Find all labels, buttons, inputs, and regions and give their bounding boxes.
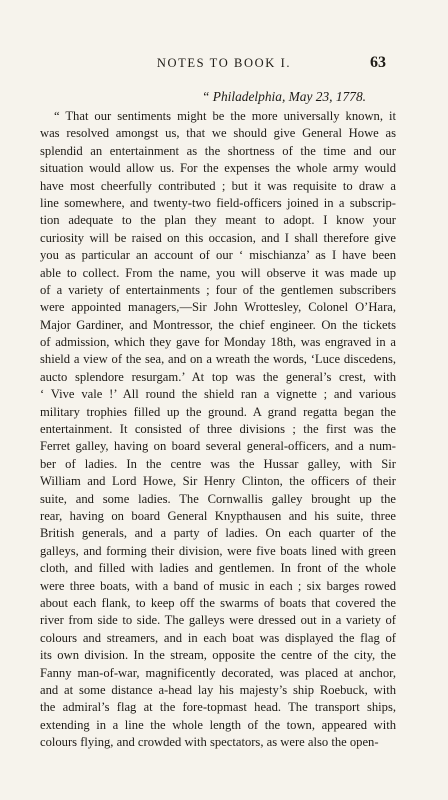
text-line: colours flying, and crowded with spectators, as were also the open- xyxy=(40,735,379,750)
text-line: able to collect. From the name, you will observe it was made up xyxy=(40,265,396,280)
text-line: line somewhere, and twenty-two field-officers joined in a subscrip- xyxy=(40,195,396,210)
text-line: William and Lord Howe, Sir Henry Clinton, the officers of their xyxy=(40,474,396,489)
running-head xyxy=(0,54,448,74)
text-line: shield a view of the sea, and on a wreath the words, ‘Luce discedens, xyxy=(40,352,396,367)
text-line: were three boats, with a band of music in each ; six barges rowed xyxy=(40,578,396,593)
text-line: and at some distance a-head lay his majesty’s ship Roebuck, with xyxy=(40,682,396,697)
text-line: was resolved amongst us, that we should give General Howe as xyxy=(40,126,396,141)
text-line: colours and streamers, and in each boat was displayed the flag of xyxy=(40,630,396,645)
text-line: splendid an entertainment as the shortness of the time and our xyxy=(40,143,396,158)
text-line: of a variety of entertainments ; four of the gentlemen subscribers xyxy=(40,282,396,297)
text-line: you as particular an account of our ‘ mischianza’ as I have been xyxy=(40,248,396,263)
text-line: ber of ladies. In the centre was the Hussar galley, with Sir xyxy=(40,456,396,471)
text-line: suite, and some ladies. The Cornwallis galley brought up the xyxy=(40,491,396,506)
text-line: Ferret galley, having on board several general-officers, and a num- xyxy=(40,439,396,454)
text-line: “ That our sentiments might be the more universally known, it xyxy=(54,109,396,123)
text-line: the admiral’s flag at the fore-topmast head. The transport ships, xyxy=(40,700,396,715)
letter-dateline: “ Philadelphia, May 23, 1778. xyxy=(201,89,366,104)
text-line: British generals, and a party of ladies. On each quarter of the xyxy=(40,526,396,541)
text-line: river from side to side. The galleys were dressed out in a variety of xyxy=(40,613,396,628)
text-line: were appointed managers,—Sir John Wrottesley, Colonel O’Hara, xyxy=(40,300,396,315)
text-line: its own division. In the stream, opposite the centre of the city, the xyxy=(40,648,396,663)
text-line: ‘ Vive vale !’ All round the shield ran a vignette ; and various xyxy=(40,387,396,402)
text-line: have most cheerfully contributed ; but it was requisite to draw a xyxy=(40,178,396,193)
text-line: curiosity will be raised on this occasion, and I shall therefore give xyxy=(40,230,396,245)
text-line: tion adequate to the plan they meant to adopt. I know your xyxy=(40,213,396,228)
text-line: galleys, and forming their division, were five boats lined with green xyxy=(40,543,396,558)
text-line: military trophies filled up the ground. A grand regatta began the xyxy=(40,404,396,419)
text-line: entertainment. It consisted of three divisions ; the first was the xyxy=(40,422,396,437)
body-text xyxy=(40,108,396,751)
text-line: cloth, and filled with ladies and gentlemen. In front of the whole xyxy=(40,561,396,576)
text-line: rear, having on board General Knypthausen and his suite, three xyxy=(40,508,396,523)
text-line: Major Gardiner, and Montressor, the chief engineer. On the tickets xyxy=(40,317,396,332)
text-line: aucto splendore resurgam.’ At top was the general’s crest, with xyxy=(40,369,396,384)
text-line: about each flank, to keep off the swarms of boats that covered the xyxy=(40,595,396,610)
running-title: NOTES TO BOOK I. xyxy=(156,56,292,70)
text-line: extending in a line the whole length of the town, appeared with xyxy=(40,717,396,732)
text-line: of admission, which they gave for Monday 18th, was engraved in a xyxy=(40,335,396,350)
text-line: situation would allow us. For the expenses the whole army would xyxy=(40,161,396,176)
text-line: Fanny man-of-war, magnificently decorated, was placed at anchor, xyxy=(40,665,396,680)
page-number: 63 xyxy=(370,54,386,71)
